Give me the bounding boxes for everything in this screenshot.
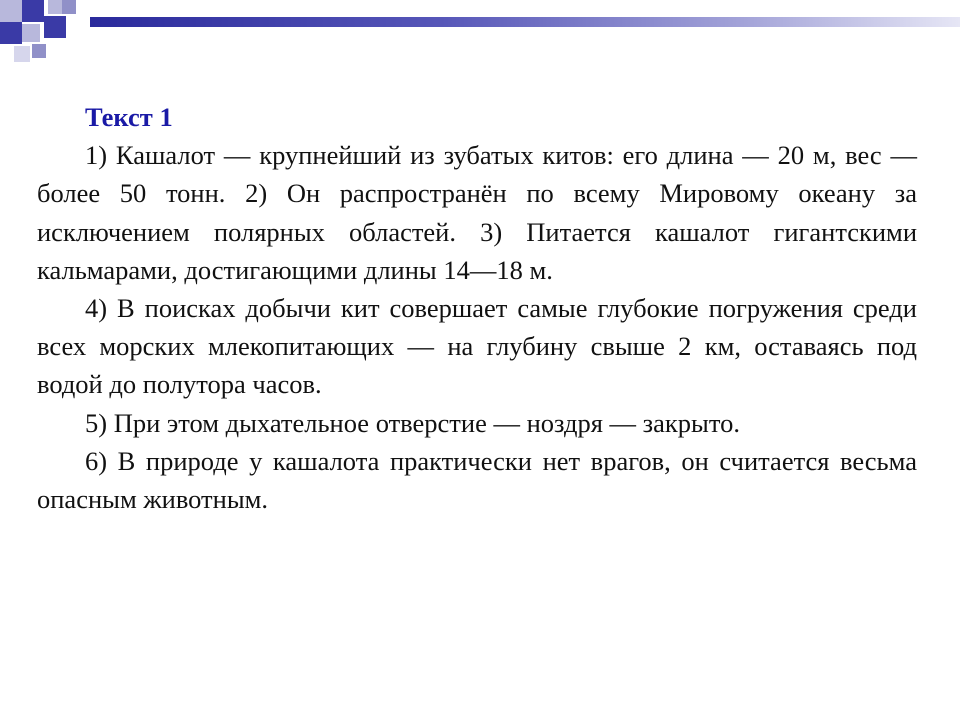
decor-square [44,16,66,38]
slide-header-decoration [0,0,960,70]
decor-square [62,0,76,14]
header-gradient-bar [90,17,960,27]
decor-square [22,24,40,42]
decor-square [32,44,46,58]
decor-square [22,0,44,22]
slide-title: Текст 1 [85,102,173,132]
paragraph: 6) В природе у кашалота практически нет врагов, он считается весьма опасным животным. [37,445,917,515]
decor-square [48,0,62,14]
paragraph: 1) Кашалот — крупнейший из зубатых китов: его длина — 20 м, вес — более 50 тонн. 2) Он распространён по всему Мировому океану за исключением полярных областей. 3) Питается кашалот гигантскими кальмарами, достигающими длины 14—18 м. [37,140,917,285]
slide-body [37,98,917,518]
paragraph: 4) В поисках добычи кит совершает самые глубокие погружения среди всех морских млекопитающих — на глубину свыше 2 км, оставаясь под водой до полутора часов. [37,293,917,400]
decor-square [14,46,30,62]
decor-square [0,22,22,44]
paragraph: 5) При этом дыхательное отверстие — ноздря — закрыто. [85,407,740,438]
decor-square [0,0,22,22]
